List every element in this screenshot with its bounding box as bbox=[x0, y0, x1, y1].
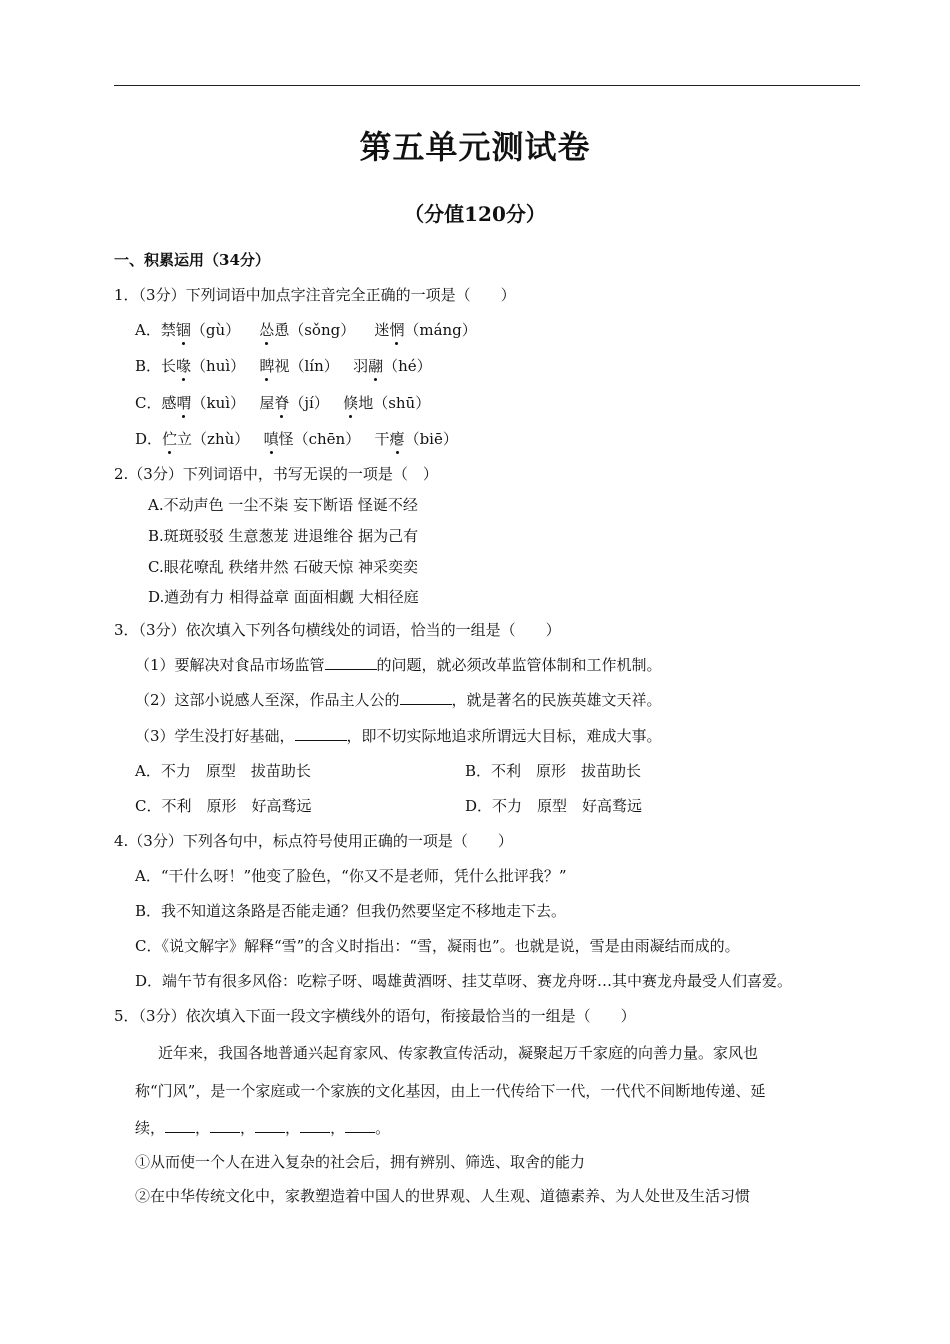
q4-option-a: A．“干什么呀！”他变了脸色，“你又不是老师，凭什么批评我？” bbox=[135, 867, 567, 885]
header-rule bbox=[114, 85, 860, 86]
dotted-char: 睥 bbox=[259, 357, 275, 375]
option-label: C．感 bbox=[135, 394, 177, 412]
pinyin: 怪（chēn） bbox=[278, 430, 361, 448]
dotted-char: 脊 bbox=[274, 394, 290, 412]
fill-blank bbox=[165, 1118, 195, 1133]
separator: ， bbox=[330, 1119, 346, 1137]
q1-option-a bbox=[135, 320, 477, 340]
sentence-text: （3）学生没打好基础， bbox=[135, 727, 295, 745]
pinyin: 恿（sǒng） bbox=[274, 321, 356, 339]
q1-option-b bbox=[135, 356, 432, 376]
q5-paragraph-line-2: 称“门风”，是一个家庭或一个家族的文化基因，由上一代传给下一代，一代代不间断地传递、延 bbox=[135, 1082, 766, 1100]
pinyin: 视（lín） bbox=[274, 357, 339, 375]
fill-blank bbox=[255, 1118, 285, 1133]
q5-choice-2: ②在中华传统文化中，家教塑造着中国人的世界观、人生观、道德素养、为人处世及生活习惯 bbox=[135, 1187, 751, 1205]
page-title: 第五单元测试卷 bbox=[359, 128, 591, 166]
q3-option-a: A．不力 原型 拔苗助长 bbox=[135, 762, 311, 780]
option-label: B．长 bbox=[135, 357, 177, 375]
sentence-text: ，就是著名的民族英雄文天祥。 bbox=[451, 691, 662, 709]
option-label: D． bbox=[135, 430, 163, 448]
dotted-char: 翮 bbox=[368, 357, 384, 375]
q4-option-d: D．端午节有很多风俗：吃粽子呀、喝雄黄酒呀、挂艾草呀、赛龙舟呀…其中赛龙舟最受人们喜爱。 bbox=[135, 972, 793, 990]
page-subtitle: （分值120分） bbox=[404, 202, 546, 226]
q5-stem: 5．（3分）依次填入下面一段文字横线外的语句，衔接最恰当的一组是（ ） bbox=[114, 1007, 636, 1025]
q2-option-a: A.不动声色 一尘不柒 妄下断语 怪诞不经 bbox=[148, 496, 418, 514]
q3-option-c: C．不利 原形 好高骛远 bbox=[135, 797, 312, 815]
dotted-char: 喟 bbox=[176, 394, 192, 412]
q5-choice-1: ①从而使一个人在进入复杂的社会后，拥有辨别、筛选、取舍的能力 bbox=[135, 1153, 586, 1171]
fill-blank bbox=[345, 1118, 375, 1133]
q5-paragraph-line-3 bbox=[135, 1118, 390, 1138]
dotted-char: 伫 bbox=[162, 430, 178, 448]
q2-option-d: D.遒劲有力 相得益章 面面相觑 大相径庭 bbox=[148, 588, 419, 606]
q4-option-b: B．我不知道这条路是否能走通？但我仍然要坚定不移地走下去。 bbox=[135, 902, 567, 920]
q3-stem: 3．（3分）依次填入下列各句横线处的词语，恰当的一组是（ ） bbox=[114, 621, 561, 639]
sentence-text: （2）这部小说感人至深，作品主人公的 bbox=[135, 691, 400, 709]
q3-sentence-2 bbox=[135, 690, 662, 710]
q3-sentence-1 bbox=[135, 655, 662, 675]
pinyin: 地（shū） bbox=[358, 394, 431, 412]
q1-option-d bbox=[135, 429, 458, 449]
dotted-char: 嗔 bbox=[263, 430, 279, 448]
dotted-char: 锢 bbox=[175, 321, 191, 339]
dotted-char: 倏 bbox=[343, 394, 359, 412]
fill-blank bbox=[210, 1118, 240, 1133]
dotted-char: 喙 bbox=[176, 357, 192, 375]
pinyin: 立（zhù） bbox=[177, 430, 250, 448]
q3-sentence-3 bbox=[135, 726, 662, 746]
pinyin: （gù） bbox=[190, 321, 241, 339]
sentence-text: ，即不切实际地追求所谓远大目标，难成大事。 bbox=[346, 727, 662, 745]
q2-stem: 2.（3分）下列词语中，书写无误的一项是（ ） bbox=[114, 465, 438, 483]
sentence-text: （1）要解决对食品市场监管 bbox=[135, 656, 325, 674]
word-char: 迷 bbox=[374, 321, 390, 339]
separator: ， bbox=[285, 1119, 301, 1137]
separator: ， bbox=[240, 1119, 256, 1137]
word-char: 干 bbox=[374, 430, 390, 448]
q4-stem: 4.（3分）下列各句中，标点符号使用正确的一项是（ ） bbox=[114, 832, 513, 850]
pinyin: （kuì） bbox=[191, 394, 246, 412]
sentence-text: 的问题，就必须改革监管体制和工作机制。 bbox=[376, 656, 662, 674]
sentence-text: 续， bbox=[135, 1119, 166, 1137]
fill-blank bbox=[300, 1118, 330, 1133]
dotted-char: 瘪 bbox=[389, 430, 405, 448]
section-heading: 一、积累运用（34分） bbox=[114, 251, 270, 269]
word-char: 羽 bbox=[353, 357, 369, 375]
pinyin: （huì） bbox=[191, 357, 246, 375]
q1-option-c bbox=[135, 393, 430, 413]
pinyin: （hé） bbox=[383, 357, 432, 375]
word-char: 禁 bbox=[160, 321, 176, 339]
pinyin: （jí） bbox=[289, 394, 329, 412]
pinyin: （máng） bbox=[404, 321, 477, 339]
separator: 。 bbox=[375, 1119, 391, 1137]
pinyin: （biē） bbox=[404, 430, 458, 448]
q3-option-d: D．不力 原型 好高骛远 bbox=[465, 797, 643, 815]
separator: ， bbox=[195, 1119, 211, 1137]
fill-blank bbox=[325, 655, 377, 670]
q1-stem: 1．（3分）下列词语中加点字注音完全正确的一项是（ ） bbox=[114, 286, 516, 304]
q4-option-c: C．《说文解字》解释“雪”的含义时指出：“雪，凝雨也”。也就是说，雪是由雨凝结而成的。 bbox=[135, 937, 740, 955]
fill-blank bbox=[400, 690, 452, 705]
option-label: A． bbox=[135, 321, 161, 339]
q2-option-c: C.眼花嘹乱 秩绪井然 石破天惊 神采奕奕 bbox=[148, 558, 419, 576]
word-char: 屋 bbox=[259, 394, 275, 412]
q5-paragraph-line-1: 近年来，我国各地普通兴起育家风、传家教宣传活动，凝聚起万千家庭的向善力量。家风也 bbox=[158, 1044, 759, 1062]
q2-option-b: B.斑斑驳驳 生意葱茏 进退维谷 据为己有 bbox=[148, 527, 419, 545]
q3-option-b: B．不利 原形 拔苗助长 bbox=[465, 762, 642, 780]
fill-blank bbox=[295, 726, 347, 741]
dotted-char: 怂 bbox=[259, 321, 275, 339]
dotted-char: 惘 bbox=[389, 321, 405, 339]
